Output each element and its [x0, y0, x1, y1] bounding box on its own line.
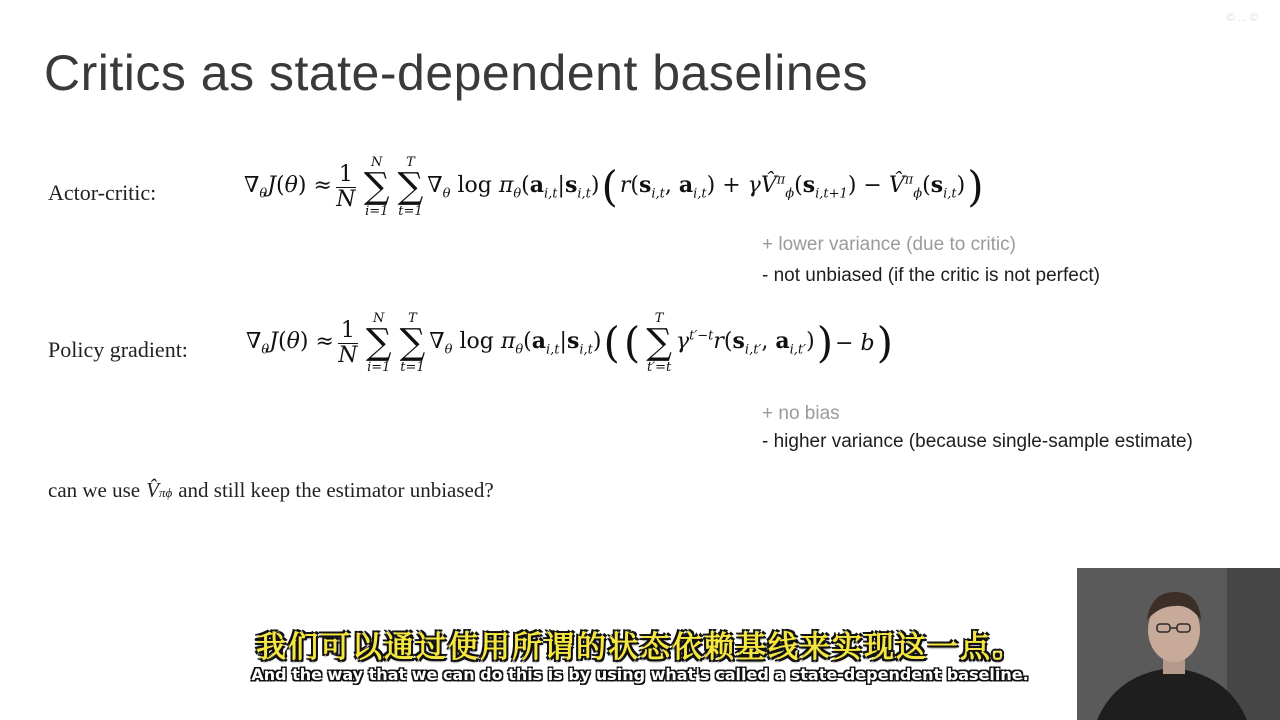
- policy-gradient-label: Policy gradient:: [48, 337, 188, 362]
- question-prefix: can we use: [48, 478, 141, 502]
- actor-critic-plus-note: + lower variance (due to critic): [762, 234, 1016, 255]
- actor-critic-equation: $\nabla_\theta J(\theta)$ ≈ $\frac{1}{N}$ N ∑ i=1 T ∑ t=1 $\nabla_\theta$ $\log \pi_\theta(a_{i,t}|s_{i,t})$ ( $r(s_{i,t}$, $a_{i,t}$) + $\gamma V̂^\pi_\phi(s_{i,t+1})$ − $V̂^\pi_\phi(s_{i,t})$ ): [244, 155, 984, 219]
- watermark: © ... ©: [1226, 12, 1258, 24]
- slide-title: Critics as state-dependent baselines: [44, 45, 869, 101]
- question-line: [48, 478, 494, 503]
- presenter-silhouette: [1077, 568, 1280, 720]
- value-function-symbol: V̂ π ϕ: [146, 478, 173, 502]
- question-suffix: and still keep the estimator unbiased?: [178, 478, 494, 502]
- policy-gradient-plus-note: + no bias: [762, 403, 840, 424]
- actor-critic-label: Actor-critic:: [48, 180, 157, 205]
- actor-critic-minus-note: - not unbiased (if the critic is not perfect): [762, 265, 1100, 286]
- policy-gradient-minus-note: - higher variance (because single-sample estimate): [762, 431, 1193, 452]
- subtitle-chinese: 我们可以通过使用所谓的状态依赖基线来实现这一点。: [256, 630, 1024, 665]
- presenter-webcam: [1077, 568, 1280, 720]
- subtitle-english: And the way that we can do this is by using what's called a state-dependent baseline.: [251, 665, 1029, 684]
- policy-gradient-equation: $\nabla_\theta J(\theta)$ ≈ $\frac{1}{N}$ N ∑ i=1 T ∑ t=1 $\nabla_\theta$ $\log \pi_\theta(a_{i,t}|s_{i,t})$ ( ( T ∑ t′=t $\gamma^{t'-t}r(s_{i,t'}$, $a_{i,t'}$) ) − b ): [246, 311, 894, 375]
